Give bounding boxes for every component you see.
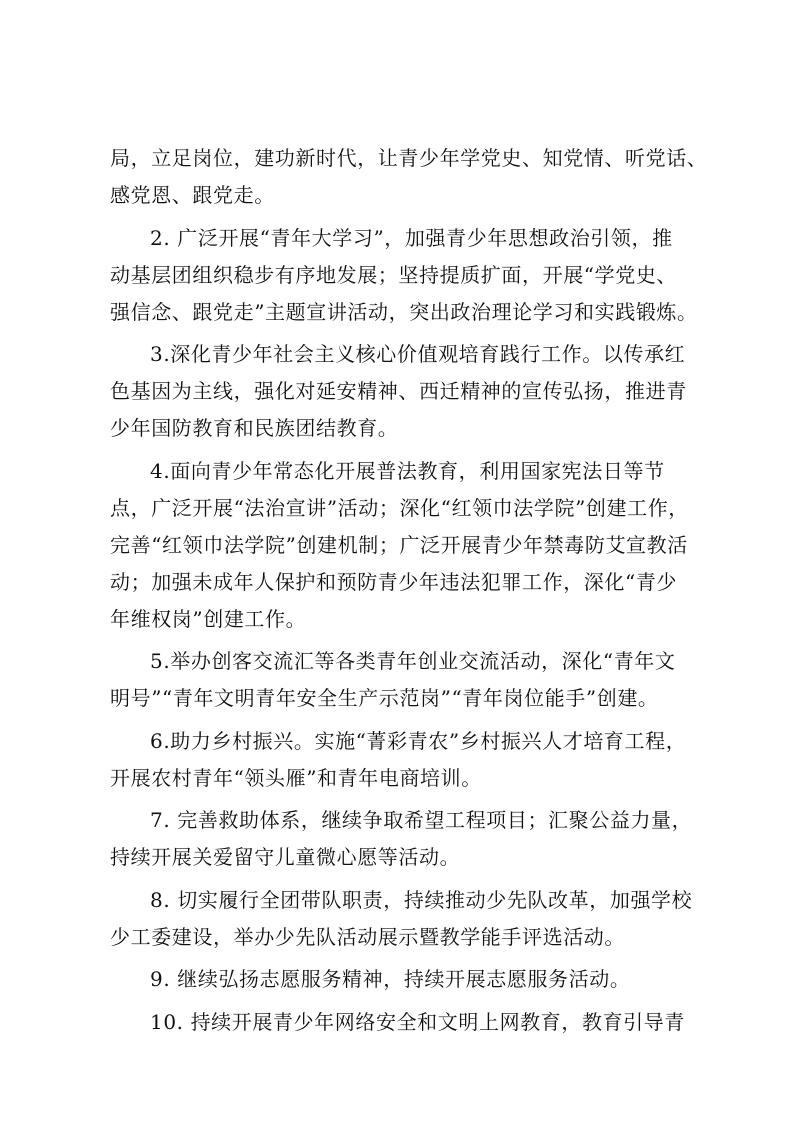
- text-line: 点，广泛开展“法治宣讲”活动；深化“红领巾法学院”创建工作，: [110, 495, 689, 520]
- paragraph-item-9: [110, 961, 684, 998]
- paragraph-item-5: [110, 643, 684, 717]
- paragraph-item-10: [110, 1004, 684, 1041]
- paragraph-item-6: [110, 723, 687, 797]
- paragraph-item-7: [110, 802, 693, 876]
- text-line: 6.助力乡村振兴。实施“菁彩青农”乡村振兴人才培育工程，: [150, 728, 687, 753]
- text-line: 4.面向青少年常态化开展普法教育，利用国家宪法日等节: [150, 458, 665, 483]
- text-line: 局，立足岗位，建功新时代，让青少年学党史、知党情、听党话、: [110, 146, 708, 170]
- text-line: 强信念、跟党走”主题宣讲活动，突出政治理论学习和实践锻炼。: [110, 299, 698, 324]
- text-line: 3.深化青少年社会主义核心价值观培育践行工作。以传承红: [150, 342, 686, 366]
- text-line: 2. 广泛开展“青年大学习”，加强青少年思想政治引领，推: [150, 225, 673, 250]
- text-line: 5.举办创客交流汇等各类青年创业交流活动，深化“青年文: [150, 649, 676, 673]
- paragraph-item-2: [110, 220, 698, 331]
- text-line: 少工委建设，举办少先队活动展示暨教学能手评选活动。: [110, 924, 625, 949]
- text-line: 明号”“青年文明青年安全生产示范岗”“青年岗位能手”创建。: [110, 686, 659, 710]
- paragraph-item-8: [110, 882, 693, 956]
- text-line: 9. 继续弘扬志愿服务精神，持续开展志愿服务活动。: [150, 967, 631, 991]
- text-line: 完善“红领巾法学院”创建机制；广泛开展青少年禁毒防艾宣教活: [110, 532, 688, 557]
- text-line: 感党恩、跟党走。: [110, 183, 275, 207]
- paragraph-continuation: [110, 140, 708, 214]
- text-line: 动；加强未成年人保护和预防青少年违法犯罪工作，深化“青少: [110, 569, 678, 594]
- text-line: 色基因为主线，强化对延安精神、西迁精神的宣传弘扬，推进青: [110, 379, 687, 403]
- paragraph-item-3: [110, 336, 687, 447]
- text-line: 8. 切实履行全团带队职责，持续推动少先队改革，加强学校: [150, 887, 693, 912]
- document-body: [110, 140, 708, 1041]
- text-line: 持续开展关爱留守儿童微心愿等活动。: [110, 845, 461, 869]
- text-line: 年维权岗”创建工作。: [110, 606, 307, 631]
- text-line: 10. 持续开展青少年网络安全和文明上网教育，教育引导青: [150, 1009, 685, 1034]
- paragraph-item-4: [110, 453, 689, 638]
- text-line: 少年国防教育和民族团结教育。: [110, 416, 399, 440]
- text-line: 开展农村青年“领头雁”和青年电商培训。: [110, 765, 482, 790]
- text-line: 7. 完善救助体系，继续争取希望工程项目；汇聚公益力量，: [150, 808, 693, 832]
- text-line: 动基层团组织稳步有序地发展；坚持提质扩面，开展“学党史、: [110, 262, 678, 287]
